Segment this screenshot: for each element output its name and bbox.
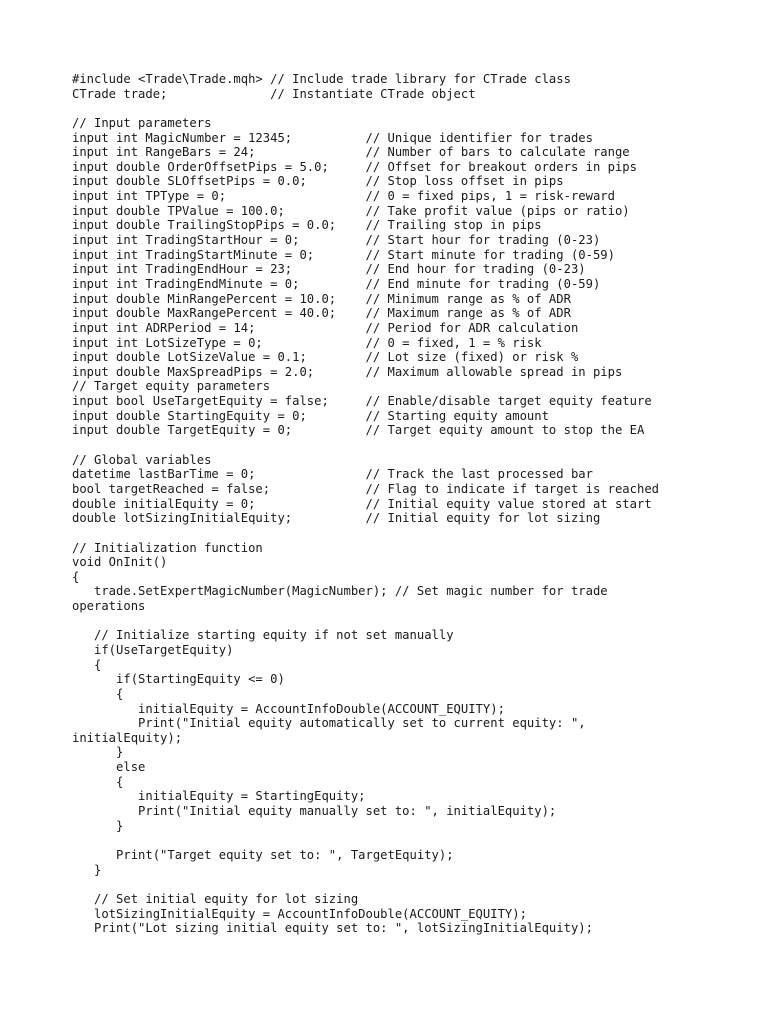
code-line: lotSizingInitialEquity = AccountInfoDouble(ACCOUNT_EQUITY); [72,906,527,921]
code-line [72,833,732,848]
code-line: // Global variables [72,452,212,467]
code-line: input int LotSizeType = 0; // 0 = fixed, 1 = % risk [72,335,542,350]
code-line: if(UseTargetEquity) [72,642,234,657]
code-line: input double StartingEquity = 0; // Starting equity amount [72,408,549,423]
code-line [72,614,732,629]
code-line: else [72,760,146,775]
code-line: #include <Trade\Trade.mqh> // Include trade library for CTrade class [72,72,571,86]
code-line: // Target equity parameters [72,379,271,394]
code-line: input bool UseTargetEquity = false; // Enable/disable target equity feature [72,394,652,409]
code-line: // Input parameters [72,115,212,130]
code-line: trade.SetExpertMagicNumber(MagicNumber); // Set magic number for trade [72,584,608,599]
code-line: Print("Target equity set to: ", TargetEquity); [72,847,454,862]
code-line: Print("Initial equity automatically set to current equity: ", [72,716,586,731]
code-line: input int TradingStartMinute = 0; // Start minute for trading (0-59) [72,247,615,262]
code-line: input int TradingStartHour = 0; // Start hour for trading (0-23) [72,233,601,248]
code-line: } [72,745,124,760]
code-line: input double MaxRangePercent = 40.0; // Maximum range as % of ADR [72,306,571,321]
code-line: input int TradingEndMinute = 0; // End minute for trading (0-59) [72,276,601,291]
code-line [72,526,732,541]
code-line: // Initialize starting equity if not set manually [72,628,454,643]
code-line: initialEquity); [72,730,183,745]
code-line: input int TPType = 0; // 0 = fixed pips, 1 = risk-reward [72,189,615,204]
code-line: input int TradingEndHour = 23; // End hour for trading (0-23) [72,262,586,277]
code-line: input int ADRPeriod = 14; // Period for ADR calculation [72,320,579,335]
code-line: { [72,686,124,701]
code-line: double lotSizingInitialEquity; // Initial equity for lot sizing [72,511,601,526]
code-line: if(StartingEquity <= 0) [72,672,285,687]
code-line: { [72,774,124,789]
code-line: // Set initial equity for lot sizing [72,891,359,906]
code-line: { [72,569,80,584]
code-line: } [72,862,102,877]
code-line: { [72,657,102,672]
code-line: input double TrailingStopPips = 0.0; // Trailing stop in pips [72,218,542,233]
code-block [72,72,732,936]
code-line: initialEquity = AccountInfoDouble(ACCOUNT_EQUITY); [72,701,505,716]
code-line: } [72,818,124,833]
code-line: input double TPValue = 100.0; // Take profit value (pips or ratio) [72,203,630,218]
code-line: input double LotSizeValue = 0.1; // Lot size (fixed) or risk % [72,350,579,365]
code-line: operations [72,599,146,614]
code-line [72,101,732,116]
code-line: Print("Lot sizing initial equity set to: ", lotSizingInitialEquity); [72,921,593,936]
code-line: datetime lastBarTime = 0; // Track the last processed bar [72,467,593,482]
code-line [72,877,732,892]
code-line: input double MaxSpreadPips = 2.0; // Maximum allowable spread in pips [72,364,623,379]
code-line: input double MinRangePercent = 10.0; // Minimum range as % of ADR [72,291,571,306]
code-line: void OnInit() [72,555,168,570]
code-line: input double OrderOffsetPips = 5.0; // Offset for breakout orders in pips [72,159,637,174]
code-line: input double SLOffsetPips = 0.0; // Stop loss offset in pips [72,174,564,189]
code-line: // Initialization function [72,540,263,555]
code-line: CTrade trade; // Instantiate CTrade object [72,86,476,101]
code-line [72,438,732,453]
code-line: initialEquity = StartingEquity; [72,789,366,804]
code-line: bool targetReached = false; // Flag to indicate if target is reached [72,481,659,496]
code-line: double initialEquity = 0; // Initial equity value stored at start [72,496,652,511]
code-line: input double TargetEquity = 0; // Target equity amount to stop the EA [72,423,645,438]
code-line: Print("Initial equity manually set to: ", initialEquity); [72,804,557,819]
code-line: input int MagicNumber = 12345; // Unique identifier for trades [72,130,593,145]
code-line: input int RangeBars = 24; // Number of bars to calculate range [72,145,630,160]
